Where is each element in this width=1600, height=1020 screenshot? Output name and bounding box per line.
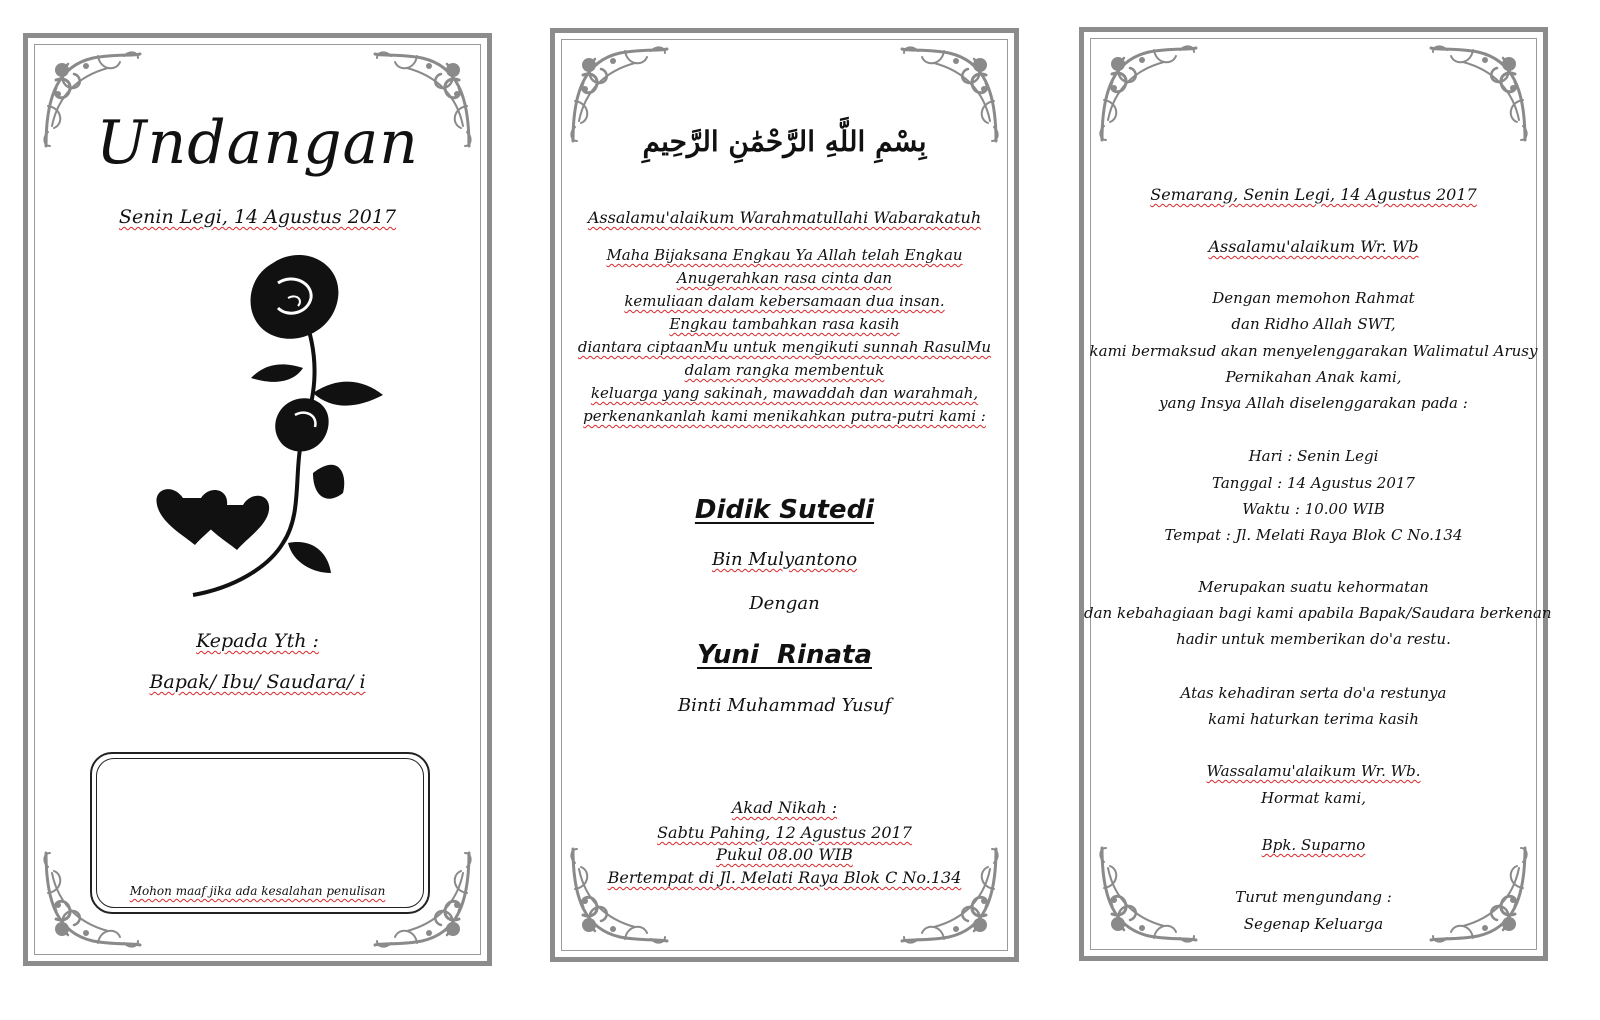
apology-note: Mohon maaf jika ada kesalahan penulisan [129, 884, 386, 898]
thanks-line: Atas kehadiran serta do'a restunya [1180, 684, 1447, 702]
basmala-calligraphy: بِسْمِ اللَّهِ الرَّحْمَٰنِ الرَّحِيمِ [642, 125, 927, 158]
to-label: Kepada Yth : [196, 630, 319, 652]
akad-label: Akad Nikah : [731, 798, 838, 817]
prayer-line: perkenankanlah kami menikahkan putra-putri kami : [583, 407, 986, 425]
detail-time: Waktu : 10.00 WIB [1242, 500, 1385, 518]
place-date: Semarang, Senin Legi, 14 Agustus 2017 [1150, 185, 1477, 204]
closing-salam: Wassalamu'alaikum Wr. Wb. [1206, 762, 1421, 780]
couple-card [550, 28, 1019, 962]
akad-date: Sabtu Pahing, 12 Agustus 2017 [657, 823, 912, 842]
signer-name: Bpk. Suparno [1261, 836, 1366, 854]
bride-parent: Binti Muhammad Yusuf [677, 695, 892, 716]
cover-date: Senin Legi, 14 Agustus 2017 [118, 206, 397, 228]
prayer-line: keluarga yang sakinah, mawaddah dan warahmah, [590, 384, 979, 402]
honor-line: dan kebahagiaan bagi kami apabila Bapak/Saudara berkenan [1084, 604, 1552, 622]
intro-line: kami bermaksud akan menyelenggarakan Walimatul Arusy [1089, 342, 1538, 360]
intro-line: Dengan memohon Rahmat [1212, 289, 1415, 307]
groom-name: Didik Sutedi [694, 495, 875, 525]
cover-title: Undangan [96, 108, 419, 178]
prayer-line: Maha Bijaksana Engkau Ya Allah telah Engkau [606, 246, 963, 264]
cc-label: Turut mengundang : [1235, 888, 1392, 906]
cover-card [23, 33, 492, 966]
recipient-label: Bapak/ Ibu/ Saudara/ i [149, 671, 366, 693]
regards-label: Hormat kami, [1260, 789, 1367, 807]
prayer-line: Anugerahkan rasa cinta dan [676, 269, 893, 287]
right-salam: Assalamu'alaikum Wr. Wb [1208, 237, 1419, 256]
detail-date: Tanggal : 14 Agustus 2017 [1212, 474, 1415, 492]
groom-parent: Bin Mulyantono [711, 549, 858, 570]
thanks-line: kami haturkan terima kasih [1208, 710, 1419, 728]
prayer-line: dalam rangka membentuk [684, 361, 885, 379]
honor-line: Merupakan suatu kehormatan [1198, 578, 1429, 596]
prayer-line: Engkau tambahkan rasa kasih [669, 315, 900, 333]
corner-ornament-icon [1428, 40, 1533, 145]
intro-line: Pernikahan Anak kami, [1225, 368, 1402, 386]
cc-family: Segenap Keluarga [1243, 915, 1384, 933]
intro-line: yang Insya Allah diselenggarakan pada : [1159, 394, 1468, 412]
prayer-line: kemuliaan dalam kebersamaan dua insan. [624, 292, 945, 310]
detail-day: Hari : Senin Legi [1248, 447, 1379, 465]
intro-line: dan Ridho Allah SWT, [1231, 315, 1396, 333]
akad-place: Bertempat di Jl. Melati Raya Blok C No.134 [607, 868, 962, 887]
middle-greeting: Assalamu'alaikum Warahmatullahi Wabarakatuh [587, 208, 982, 227]
bride-name: Yuni Rinata [697, 640, 872, 670]
prayer-line: diantara ciptaanMu untuk mengikuti sunnah RasulMu [577, 338, 992, 356]
rose-hearts-icon [153, 243, 383, 603]
details-card [1079, 27, 1552, 961]
corner-ornament-icon [1094, 40, 1199, 145]
honor-line: hadir untuk memberikan do'a restu. [1176, 630, 1451, 648]
akad-time: Pukul 08.00 WIB [716, 845, 853, 864]
with-label: Dengan [749, 593, 820, 614]
detail-place: Tempat : Jl. Melati Raya Blok C No.134 [1164, 526, 1463, 544]
